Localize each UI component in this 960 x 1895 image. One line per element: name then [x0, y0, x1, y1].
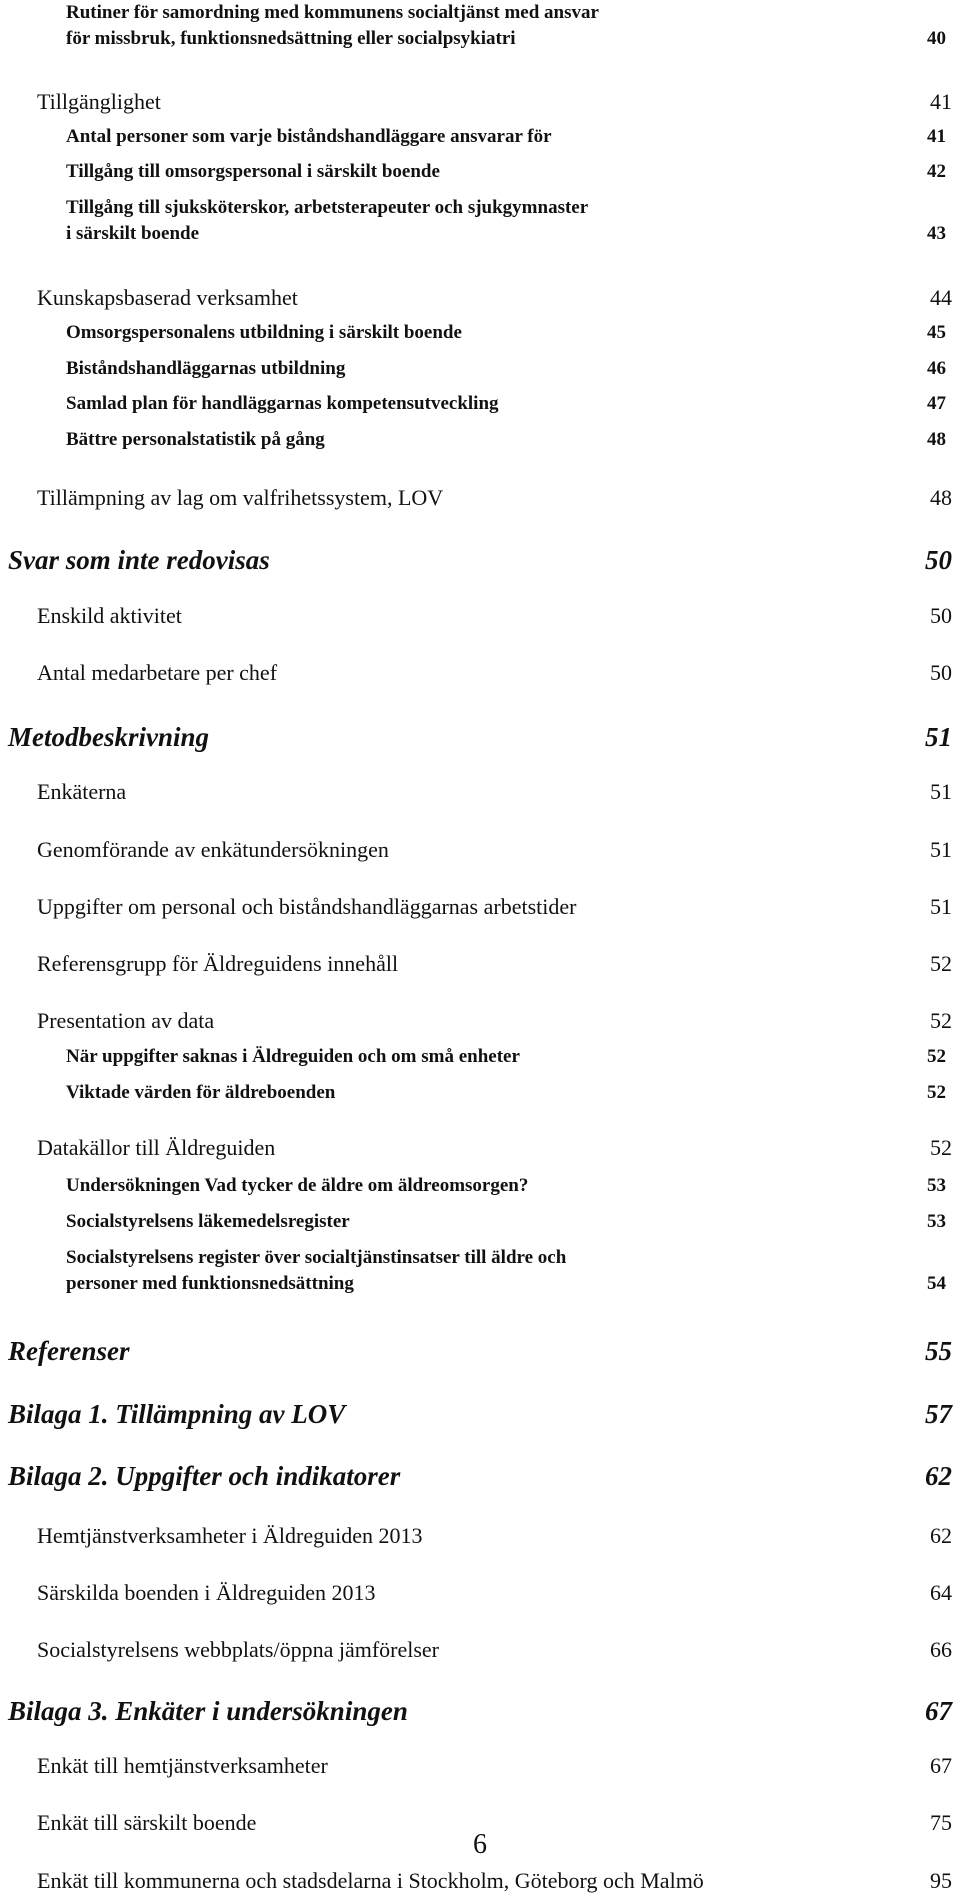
toc-entry-title: Antal personer som varje biståndshandläggare ansvarar för	[66, 126, 552, 147]
toc-entry-line	[66, 159, 952, 185]
toc-entry-title: Hemtjänstverksamheter i Äldreguiden 2013	[37, 1523, 423, 1548]
toc-entry[interactable]	[8, 543, 952, 577]
toc-entry[interactable]	[66, 0, 952, 52]
toc-entry[interactable]	[66, 1173, 952, 1199]
toc-entry-line	[66, 427, 952, 453]
toc-entry-page: 62	[925, 1461, 952, 1491]
toc-entry-title: Enkät till hemtjänstverksamheter	[37, 1753, 328, 1778]
toc-entry[interactable]	[66, 1044, 952, 1070]
toc-entry-line	[66, 1173, 952, 1199]
toc-entry-title: Enskild aktivitet	[37, 603, 182, 628]
toc-entry-page: 52	[927, 1046, 946, 1067]
toc-entry[interactable]	[66, 427, 952, 453]
toc-entry[interactable]	[66, 1080, 952, 1106]
toc-entry-line	[37, 778, 952, 806]
toc-entry-line	[37, 1752, 952, 1780]
toc-entry-page: 55	[925, 1336, 952, 1366]
toc-entry[interactable]	[8, 1397, 952, 1431]
toc-entry-title: Socialstyrelsens register över socialtjänstinsatser till äldre och	[66, 1247, 567, 1268]
toc-entry-page: 67	[925, 1696, 952, 1726]
toc-entry-title: Uppgifter om personal och biståndshandläggarnas arbetstider	[37, 894, 577, 919]
toc-entry[interactable]	[37, 1134, 952, 1162]
toc-entry-title: Tillgång till omsorgspersonal i särskilt boende	[66, 161, 440, 182]
toc-entry[interactable]	[37, 284, 952, 312]
toc-entry-title: Bilaga 2. Uppgifter och indikatorer	[8, 1461, 401, 1491]
toc-entry-line	[8, 1694, 952, 1728]
toc-entry-page: 57	[925, 1399, 952, 1429]
toc-entry-title: Svar som inte redovisas	[8, 545, 270, 575]
toc-entry-title: Rutiner för samordning med kommunens socialtjänst med ansvar	[66, 2, 599, 23]
toc-entry[interactable]	[37, 1752, 952, 1780]
toc-entry-page: 46	[927, 358, 946, 379]
toc-entry-page: 41	[927, 126, 946, 147]
toc-entry[interactable]	[8, 1694, 952, 1728]
toc-entry[interactable]	[37, 836, 952, 864]
toc-entry-page: 64	[930, 1580, 952, 1605]
toc-entry[interactable]	[37, 1867, 952, 1895]
toc-entry-line	[37, 284, 952, 312]
toc-entry-line	[66, 1080, 952, 1106]
toc-entry-line	[37, 1867, 952, 1895]
toc-entry[interactable]	[37, 893, 952, 921]
toc-entry-page: 66	[930, 1637, 952, 1662]
toc-entry-page: 54	[927, 1273, 946, 1294]
toc-entry-page: 50	[930, 603, 952, 628]
toc-entry-line	[66, 221, 952, 247]
toc-entry[interactable]	[37, 659, 952, 687]
toc-entry-title: Samlad plan för handläggarnas kompetensutveckling	[66, 393, 499, 414]
toc-entry-title: Kunskapsbaserad verksamhet	[37, 285, 298, 310]
toc-entry-page: 53	[927, 1175, 946, 1196]
toc-entry[interactable]	[37, 484, 952, 512]
toc-entry-line	[37, 1522, 952, 1550]
toc-entry[interactable]	[66, 320, 952, 346]
toc-entry[interactable]	[66, 391, 952, 417]
toc-entry-title: Bilaga 3. Enkäter i undersökningen	[8, 1696, 408, 1726]
toc-entry-title: Datakällor till Äldreguiden	[37, 1135, 276, 1160]
toc-entry-title: Bättre personalstatistik på gång	[66, 429, 325, 450]
toc-entry[interactable]	[37, 602, 952, 630]
toc-entry-page: 41	[930, 89, 952, 114]
toc-entry-title: Enkäterna	[37, 779, 127, 804]
toc-entry-line	[66, 124, 952, 150]
toc-entry-page: 48	[930, 485, 952, 510]
toc-entry[interactable]	[66, 124, 952, 150]
toc-entry-page: 44	[930, 285, 952, 310]
toc-entry-page: 95	[930, 1868, 952, 1893]
toc-entry-line	[66, 1044, 952, 1070]
toc-entry-page: 51	[930, 894, 952, 919]
toc-entry[interactable]	[66, 195, 952, 247]
toc-entry-title: Metodbeskrivning	[8, 722, 210, 752]
toc-entry-title: Omsorgspersonalens utbildning i särskilt boende	[66, 322, 462, 343]
toc-entry[interactable]	[37, 1522, 952, 1550]
toc-entry[interactable]	[66, 1209, 952, 1235]
toc-entry[interactable]	[8, 1459, 952, 1493]
toc-entry-line	[37, 1007, 952, 1035]
toc-entry[interactable]	[8, 720, 952, 754]
toc-entry-title: Särskilda boenden i Äldreguiden 2013	[37, 1580, 376, 1605]
toc-entry-line	[66, 1271, 952, 1297]
toc-entry-title: Bilaga 1. Tillämpning av LOV	[8, 1399, 346, 1429]
toc-entry-line	[37, 893, 952, 921]
toc-entry-page: 50	[930, 660, 952, 685]
toc-entry-title: Enkät till kommunerna och stadsdelarna i Stockholm, Göteborg och Malmö	[37, 1868, 704, 1893]
toc-entry-title: i särskilt boende	[66, 223, 200, 244]
toc-entry-page: 50	[925, 545, 952, 575]
toc-entry-line	[37, 836, 952, 864]
toc-entry-title: Referenser	[8, 1336, 130, 1366]
toc-entry[interactable]	[37, 778, 952, 806]
toc-entry-line	[8, 1334, 952, 1368]
toc-entry-line	[37, 1636, 952, 1664]
toc-entry-title: Enkät till särskilt boende	[37, 1810, 257, 1835]
toc-entry[interactable]	[37, 1579, 952, 1607]
toc-entry-page: 52	[930, 1008, 952, 1033]
toc-entry-title: Socialstyrelsens webbplats/öppna jämförelser	[37, 1637, 440, 1662]
toc-entry-line	[37, 1134, 952, 1162]
toc-entry-line	[8, 1459, 952, 1493]
toc-entry[interactable]	[66, 159, 952, 185]
toc-entry-title: Tillämpning av lag om valfrihetssystem, LOV	[37, 485, 444, 510]
toc-entry[interactable]	[37, 88, 952, 116]
toc-entry-title: Referensgrupp för Äldreguidens innehåll	[37, 951, 399, 976]
toc-entry-line	[66, 26, 952, 52]
toc-entry-line	[66, 1245, 952, 1271]
toc-entry-page: 62	[930, 1523, 952, 1548]
page-number: 6	[473, 1829, 487, 1860]
toc-entry-title: Socialstyrelsens läkemedelsregister	[66, 1211, 350, 1232]
toc-entry-title: personer med funktionsnedsättning	[66, 1273, 354, 1294]
toc-entry-page: 43	[927, 223, 946, 244]
toc-entry-line	[37, 1579, 952, 1607]
toc-entry-page: 51	[925, 722, 952, 752]
toc-entry-title: När uppgifter saknas i Äldreguiden och om små enheter	[66, 1046, 520, 1067]
toc-entry-title: Genomförande av enkätundersökningen	[37, 837, 389, 862]
toc-entry[interactable]	[37, 950, 952, 978]
toc-entry-page: 52	[930, 1135, 952, 1160]
toc-entry-page: 67	[930, 1753, 952, 1778]
toc-entry-line	[66, 0, 952, 26]
toc-entry-title: Viktade värden för äldreboenden	[66, 1082, 336, 1103]
toc-entry-line	[66, 195, 952, 221]
toc-entry[interactable]	[66, 356, 952, 382]
toc-entry-page: 45	[927, 322, 946, 343]
toc-entry-page: 52	[927, 1082, 946, 1103]
toc-entry-line	[37, 950, 952, 978]
toc-entry-line	[66, 356, 952, 382]
toc-entry-page: 47	[927, 393, 946, 414]
toc-entry-line	[8, 720, 952, 754]
toc-entry-line	[66, 391, 952, 417]
toc-entry-line	[66, 1209, 952, 1235]
toc-entry-page: 51	[930, 837, 952, 862]
toc-entry-page: 75	[930, 1810, 952, 1835]
toc-entry[interactable]	[37, 1007, 952, 1035]
toc-entry-page: 40	[927, 28, 946, 49]
toc-entry[interactable]	[37, 1636, 952, 1664]
toc-entry-line	[37, 659, 952, 687]
toc-entry-page: 48	[927, 429, 946, 450]
toc-entry-page: 52	[930, 951, 952, 976]
toc-entry-line	[37, 88, 952, 116]
toc-entry-title: Tillgänglighet	[37, 89, 161, 114]
toc-entry-line	[66, 320, 952, 346]
toc-entry-title: Biståndshandläggarnas utbildning	[66, 358, 346, 379]
toc-entry-page: 42	[927, 161, 946, 182]
toc-entry-line	[8, 1397, 952, 1431]
toc-entry-line	[37, 484, 952, 512]
toc-entry[interactable]	[8, 1334, 952, 1368]
toc-entry-line	[37, 602, 952, 630]
toc-entry-title: för missbruk, funktionsnedsättning eller socialpsykiatri	[66, 28, 516, 49]
toc-entry-page: 53	[927, 1211, 946, 1232]
toc-entry-title: Undersökningen Vad tycker de äldre om äldreomsorgen?	[66, 1175, 529, 1196]
toc-entry-title: Antal medarbetare per chef	[37, 660, 278, 685]
toc-entry-title: Tillgång till sjuksköterskor, arbetsterapeuter och sjukgymnaster	[66, 197, 589, 218]
toc-entry-line	[8, 543, 952, 577]
toc-entry[interactable]	[66, 1245, 952, 1297]
toc-entry-title: Presentation av data	[37, 1008, 215, 1033]
toc-entry-page: 51	[930, 779, 952, 804]
